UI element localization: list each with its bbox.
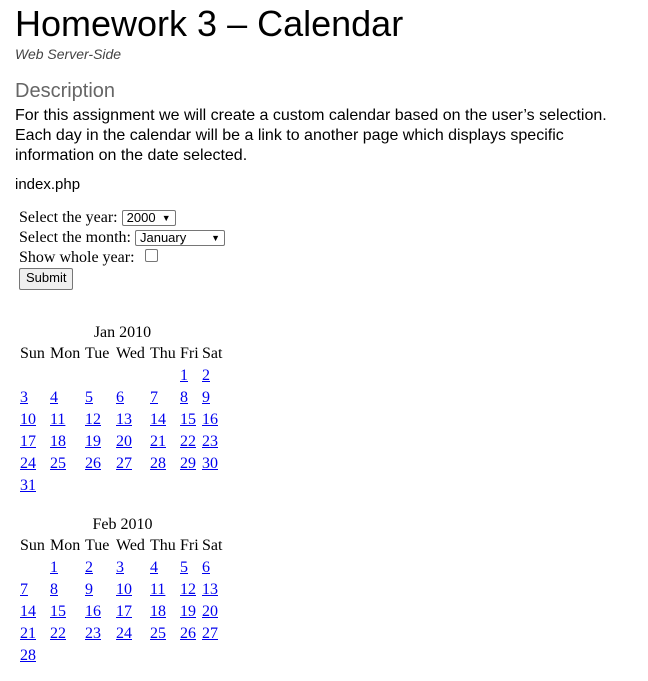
day-link[interactable]: 26 (85, 455, 101, 472)
calendar-day-cell (50, 645, 85, 667)
day-link[interactable]: 30 (202, 455, 218, 472)
calendar-day-cell (180, 409, 202, 431)
calendar-day-cell (20, 453, 50, 475)
calendar-day-cell (202, 601, 227, 623)
calendar-week-row (20, 387, 227, 409)
day-link[interactable]: 27 (116, 455, 132, 472)
calendar-day-cell (116, 579, 150, 601)
day-link[interactable]: 24 (116, 625, 132, 642)
calendar-day-cell (202, 475, 227, 497)
day-link[interactable]: 26 (180, 625, 196, 642)
day-link[interactable]: 18 (50, 433, 66, 450)
weekday-label: Sun (20, 537, 45, 554)
calendar-day-cell (50, 365, 85, 387)
calendar-day-cell (202, 431, 227, 453)
calendar-day-cell (85, 409, 116, 431)
day-link[interactable]: 4 (150, 559, 158, 576)
calendar-day-cell (20, 601, 50, 623)
calendar-day-cell (180, 431, 202, 453)
month-label: Select the month: (19, 229, 131, 246)
weekday-label: Tue (85, 537, 110, 554)
day-link[interactable]: 1 (180, 367, 188, 384)
day-link[interactable]: 10 (20, 411, 36, 428)
calendar-day-cell (202, 365, 227, 387)
weekday-label: Fri (180, 345, 199, 362)
page-title: Homework 3 – Calendar (15, 3, 404, 44)
submit-row (19, 268, 225, 288)
calendar-day-cell (85, 557, 116, 579)
calendar-day-cell (20, 409, 50, 431)
day-link[interactable]: 8 (50, 581, 58, 598)
day-link[interactable]: 21 (150, 433, 166, 450)
day-link[interactable]: 13 (116, 411, 132, 428)
day-link[interactable]: 19 (180, 603, 196, 620)
calendar-caption: Feb 2010 (92, 516, 153, 533)
calendar-day-cell (150, 557, 180, 579)
description-text: For this assignment we will create a custom calendar based on the user’s selection. Each day in the calendar will be a link to another page which displays specific information on the date selected. (15, 107, 607, 164)
calendar-day-cell (50, 579, 85, 601)
calendar-week-row (20, 475, 227, 497)
month-select-value: January (139, 230, 187, 245)
weekday-label: Tue (85, 345, 110, 362)
calendar-day-cell (202, 645, 227, 667)
calendar-day-cell (150, 365, 180, 387)
calendar-day-cell (20, 387, 50, 409)
calendar-day-cell (150, 579, 180, 601)
day-link[interactable]: 7 (20, 581, 28, 598)
calendar-day-cell (85, 475, 116, 497)
calendar-day-cell (150, 645, 180, 667)
calendar-day-cell (85, 431, 116, 453)
calendar-day-cell (180, 557, 202, 579)
day-link[interactable]: 20 (202, 603, 218, 620)
day-link[interactable]: 2 (202, 367, 210, 384)
calendar-week-row (20, 579, 227, 601)
weekday-header (20, 535, 227, 557)
day-link[interactable]: 23 (85, 625, 101, 642)
calendar-day-cell (202, 387, 227, 409)
day-link[interactable]: 16 (202, 411, 218, 428)
calendar-day-cell (180, 387, 202, 409)
day-link[interactable]: 8 (180, 389, 188, 406)
weekday-label: Fri (180, 537, 199, 554)
calendar-body (20, 557, 227, 667)
year-label: Select the year: (19, 209, 118, 226)
day-link[interactable]: 22 (50, 625, 66, 642)
calendar-day-cell (150, 387, 180, 409)
calendar-day-cell (180, 453, 202, 475)
day-link[interactable]: 9 (85, 581, 93, 598)
calendar-day-cell (150, 431, 180, 453)
weekday-label: Mon (50, 345, 81, 362)
calendar-form (19, 208, 225, 288)
calendar-day-cell (116, 387, 150, 409)
calendar-week-row (20, 431, 227, 453)
calendar-caption: Jan 2010 (93, 324, 152, 341)
calendar-day-cell (20, 431, 50, 453)
day-link[interactable]: 6 (202, 559, 210, 576)
calendar-day-cell (20, 557, 50, 579)
calendar-day-cell (85, 645, 116, 667)
day-link[interactable]: 15 (50, 603, 66, 620)
day-link[interactable]: 25 (50, 455, 66, 472)
day-link[interactable]: 22 (180, 433, 196, 450)
submit-button[interactable]: Submit (19, 268, 73, 290)
calendar-day-cell (150, 623, 180, 645)
weekday-label: Mon (50, 537, 81, 554)
calendar-day-cell (50, 601, 85, 623)
calendar-day-cell (202, 623, 227, 645)
weekday-label: Wed (116, 345, 145, 362)
calendar-day-cell (50, 475, 85, 497)
day-link[interactable]: 1 (50, 559, 58, 576)
calendar-day-cell (202, 409, 227, 431)
day-link[interactable]: 2 (85, 559, 93, 576)
calendar-jan (20, 323, 227, 497)
calendar-day-cell (20, 579, 50, 601)
calendar-week-row (20, 409, 227, 431)
weekday-label: Wed (116, 537, 145, 554)
whole-year-checkbox[interactable] (145, 249, 158, 262)
day-link[interactable]: 27 (202, 625, 218, 642)
page-subtitle: Web Server-Side (15, 46, 122, 62)
day-link[interactable]: 25 (150, 625, 166, 642)
calendar-day-cell (180, 475, 202, 497)
calendar-day-cell (50, 453, 85, 475)
calendar-day-cell (20, 645, 50, 667)
day-link[interactable]: 15 (180, 411, 196, 428)
calendar-day-cell (116, 453, 150, 475)
calendar-day-cell (150, 453, 180, 475)
calendar-week-row (20, 601, 227, 623)
calendar-day-cell (202, 557, 227, 579)
day-link[interactable]: 19 (85, 433, 101, 450)
day-link[interactable]: 5 (85, 389, 93, 406)
day-link[interactable]: 16 (85, 603, 101, 620)
calendar-day-cell (180, 601, 202, 623)
calendar-day-cell (116, 365, 150, 387)
year-select[interactable] (122, 210, 176, 226)
calendar-day-cell (202, 453, 227, 475)
day-link[interactable]: 14 (20, 603, 36, 620)
dropdown-arrow-icon: ▼ (161, 213, 171, 223)
calendar-day-cell (202, 579, 227, 601)
calendar-body (20, 365, 227, 497)
calendar-day-cell (116, 645, 150, 667)
calendar-day-cell (85, 623, 116, 645)
day-link[interactable]: 28 (20, 647, 36, 664)
day-link[interactable]: 3 (116, 559, 124, 576)
month-select[interactable] (135, 230, 225, 246)
calendar-day-cell (180, 623, 202, 645)
calendar-day-cell (150, 601, 180, 623)
calendar-day-cell (50, 431, 85, 453)
calendar-day-cell (116, 409, 150, 431)
month-row (19, 228, 225, 248)
calendar-week-row (20, 645, 227, 667)
calendar-day-cell (85, 387, 116, 409)
day-link[interactable]: 20 (116, 433, 132, 450)
weekday-header (20, 343, 227, 365)
day-link[interactable]: 5 (180, 559, 188, 576)
calendar-day-cell (116, 475, 150, 497)
day-link[interactable]: 18 (150, 603, 166, 620)
whole-year-label: Show whole year: (19, 249, 135, 266)
calendar-day-cell (150, 475, 180, 497)
calendar-day-cell (85, 601, 116, 623)
weekday-label: Thu (150, 537, 176, 554)
year-row (19, 208, 225, 228)
day-link[interactable]: 13 (202, 581, 218, 598)
day-link[interactable]: 4 (50, 389, 58, 406)
weekday-label: Thu (150, 345, 176, 362)
calendar-day-cell (50, 409, 85, 431)
day-link[interactable]: 14 (150, 411, 166, 428)
calendar-day-cell (50, 387, 85, 409)
calendar-day-cell (85, 365, 116, 387)
calendar-day-cell (85, 453, 116, 475)
calendar-day-cell (116, 431, 150, 453)
calendar-day-cell (116, 623, 150, 645)
calendar-day-cell (150, 409, 180, 431)
calendar-feb (20, 515, 227, 667)
calendar-week-row (20, 453, 227, 475)
day-link[interactable]: 21 (20, 625, 36, 642)
year-select-value: 2000 (126, 210, 156, 225)
whole-year-row (19, 248, 225, 268)
calendar-week-row (20, 365, 227, 387)
calendar-day-cell (180, 645, 202, 667)
weekday-label: Sun (20, 345, 45, 362)
day-link[interactable]: 24 (20, 455, 36, 472)
weekday-label: Sat (202, 345, 223, 362)
dropdown-arrow-icon: ▼ (211, 233, 220, 243)
day-link[interactable]: 7 (150, 389, 158, 406)
calendar-day-cell (85, 579, 116, 601)
day-link[interactable]: 28 (150, 455, 166, 472)
weekday-label: Sat (202, 537, 223, 554)
calendar-day-cell (116, 557, 150, 579)
calendar-day-cell (20, 475, 50, 497)
calendar-day-cell (50, 623, 85, 645)
day-link[interactable]: 17 (116, 603, 132, 620)
calendar-week-row (20, 623, 227, 645)
day-link[interactable]: 29 (180, 455, 196, 472)
calendar-day-cell (20, 365, 50, 387)
day-link[interactable]: 31 (20, 477, 36, 494)
day-link[interactable]: 11 (150, 581, 166, 598)
day-link[interactable]: 3 (20, 389, 28, 406)
calendar-day-cell (20, 623, 50, 645)
day-link[interactable]: 9 (202, 389, 210, 406)
section-heading-description: Description (15, 80, 116, 102)
calendar-day-cell (50, 557, 85, 579)
day-link[interactable]: 11 (50, 411, 66, 428)
day-link[interactable]: 23 (202, 433, 218, 450)
calendar-day-cell (180, 579, 202, 601)
day-link[interactable]: 10 (116, 581, 132, 598)
day-link[interactable]: 12 (85, 411, 101, 428)
calendar-day-cell (180, 365, 202, 387)
calendar-week-row (20, 557, 227, 579)
calendar-day-cell (116, 601, 150, 623)
filename-label: index.php (15, 176, 81, 193)
day-link[interactable]: 12 (180, 581, 196, 598)
day-link[interactable]: 6 (116, 389, 124, 406)
day-link[interactable]: 17 (20, 433, 36, 450)
